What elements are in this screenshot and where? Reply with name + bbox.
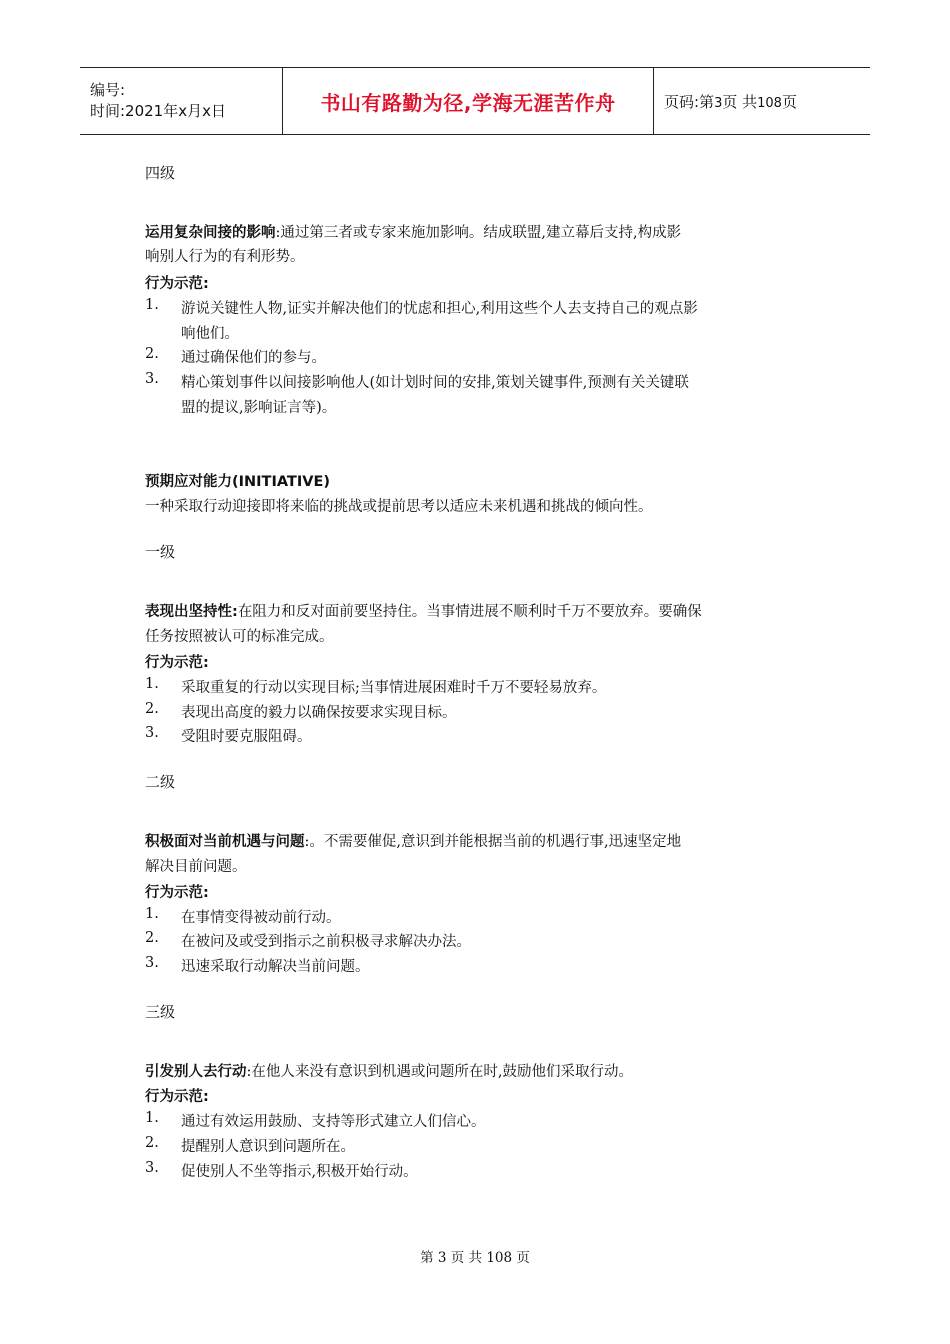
l2-desc-line1: [145, 830, 681, 851]
header-left: [80, 68, 282, 134]
document-time-label: 时间:2021年x月x日: [90, 102, 226, 120]
l1-desc-2: 任务按照被认可的标准完成。: [145, 629, 334, 645]
l4-desc-2: 响别人行为的有利形势。: [145, 249, 305, 265]
l3-desc-line: [145, 1060, 633, 1081]
l2-desc-2: 解决目前问题。: [145, 859, 247, 875]
l4-desc-1: :通过第三者或专家来施加影响。结成联盟,建立幕后支持,构成影: [275, 225, 682, 241]
level2-heading: 二级: [145, 773, 176, 791]
l4-item2: 通过确保他们的参与。: [181, 350, 326, 366]
l4-item3-b: 盟的提议,影响证言等)。: [181, 400, 337, 416]
l4-title: 运用复杂间接的影响: [145, 225, 276, 241]
l2-item1: 在事情变得被动前行动。: [181, 910, 341, 926]
l2-item1-num: 1.: [145, 906, 159, 922]
l1-title: 表现出坚持性:: [145, 604, 238, 620]
l4-behavior-label: 行为示范:: [145, 276, 209, 292]
l1-item3-num: 3.: [145, 725, 159, 741]
l3-title: 引发别人去行动: [145, 1064, 247, 1080]
page-prefix: 页码:第: [664, 92, 715, 111]
l2-item2: 在被问及或受到指示之前积极寻求解决办法。: [181, 934, 471, 950]
l1-item1-num: 1.: [145, 676, 159, 692]
l2-item3: 迅速采取行动解决当前问题。: [181, 959, 370, 975]
header-page-info: [654, 68, 870, 134]
header-motto-cell: [282, 68, 654, 134]
l1-item2: 表现出高度的毅力以确保按要求实现目标。: [181, 705, 457, 721]
l1-desc-1: 在阻力和反对面前要坚持住。当事情进展不顺利时千万不要放弃。要确保: [237, 604, 702, 620]
l4-item1-b: 响他们。: [181, 326, 239, 342]
page-total: 108: [757, 95, 782, 111]
page-mid: 页 共: [722, 92, 758, 111]
l1-behavior-label: 行为示范:: [145, 655, 209, 671]
l4-item1-a: 游说关键性人物,证实并解决他们的忧虑和担心,利用这些个人去支持自己的观点影: [181, 301, 698, 317]
level1-heading: 一级: [145, 543, 176, 561]
l1-item2-num: 2.: [145, 701, 159, 717]
l2-title: 积极面对当前机遇与问题: [145, 834, 305, 850]
page-number: 3: [714, 95, 723, 111]
l1-item3: 受阻时要克服阻碍。: [181, 729, 312, 745]
level4-heading: 四级: [145, 164, 176, 182]
l2-desc-1: :。不需要催促,意识到并能根据当前的机遇行事,迅速坚定地: [304, 834, 682, 850]
l3-behavior-label: 行为示范:: [145, 1089, 209, 1105]
page-footer: 第 3 页 共 108 页: [420, 1250, 530, 1266]
header-motto: 书山有路勤为径,学海无涯苦作舟: [320, 90, 616, 115]
level3-heading: 三级: [145, 1003, 176, 1021]
l3-item1: 通过有效运用鼓励、支持等形式建立人们信心。: [181, 1114, 486, 1130]
l3-item3-num: 3.: [145, 1160, 159, 1176]
page-suffix: 页: [781, 92, 797, 111]
l4-item1-num: 1.: [145, 297, 159, 313]
l2-behavior-label: 行为示范:: [145, 885, 209, 901]
initiative-title: 预期应对能力(INITIATIVE): [145, 474, 330, 490]
l4-item3-num: 3.: [145, 371, 159, 387]
l3-item2: 提醒别人意识到问题所在。: [181, 1139, 355, 1155]
l4-item2-num: 2.: [145, 346, 159, 362]
l3-item1-num: 1.: [145, 1110, 159, 1126]
l1-desc-line1: [145, 600, 702, 621]
document-number-label: 编号:: [90, 81, 126, 99]
initiative-desc: 一种采取行动迎接即将来临的挑战或提前思考以适应未来机遇和挑战的倾向性。: [145, 499, 653, 515]
l3-item2-num: 2.: [145, 1135, 159, 1151]
l2-item2-num: 2.: [145, 930, 159, 946]
page-header: [80, 67, 870, 135]
l4-desc-line1: [145, 221, 681, 242]
l3-item3: 促使别人不坐等指示,积极开始行动。: [181, 1164, 418, 1180]
l1-item1: 采取重复的行动以实现目标;当事情进展困难时千万不要轻易放弃。: [181, 680, 607, 696]
l3-desc: :在他人来没有意识到机遇或问题所在时,鼓励他们采取行动。: [246, 1064, 633, 1080]
l2-item3-num: 3.: [145, 955, 159, 971]
l4-item3-a: 精心策划事件以间接影响他人(如计划时间的安排,策划关键事件,预测有关关键联: [181, 375, 689, 391]
